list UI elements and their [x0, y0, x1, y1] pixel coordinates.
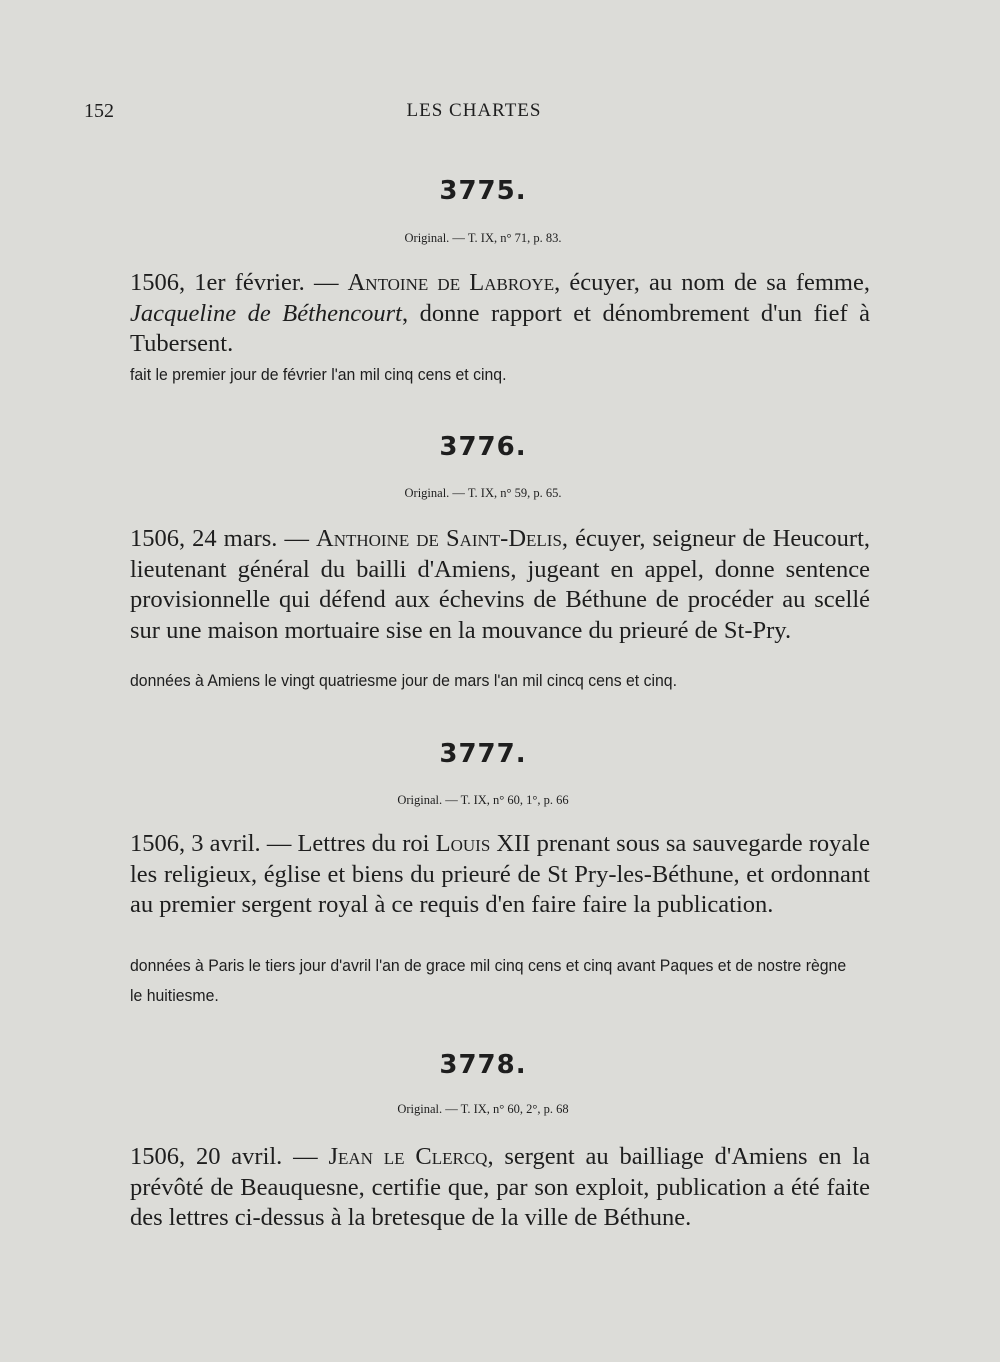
- entry-date: 1506, 20 avril. —: [130, 1143, 329, 1170]
- entry-source: Original. — T. IX, n° 60, 2°, p. 68: [397, 1102, 569, 1116]
- entry-date: 1506, 3 avril. — Lettres du roi: [130, 830, 436, 857]
- person-name: Louis XII: [435, 830, 531, 857]
- page-header: [84, 100, 864, 130]
- page-number: 152: [84, 100, 114, 122]
- entry-date: 1506, 1er février. —: [130, 269, 348, 296]
- entry-date: 1506, 24 mars. —: [130, 525, 316, 552]
- entry-number: 3777.: [439, 739, 527, 769]
- person-name: Antoine de Labroye: [347, 269, 555, 296]
- entry-number: 3778.: [439, 1050, 527, 1080]
- entry-source: Original. — T. IX, n° 60, 1°, p. 66: [397, 793, 569, 807]
- entry-source: Original. — T. IX, n° 71, p. 83.: [404, 231, 562, 245]
- entry-quote: données à Paris le tiers jour d'avril l'an de grace mil cinq cens et cinq avant Paques et de nostre règne le huitiesme.: [130, 956, 847, 1005]
- person-name: Anthoine de Saint-Delis: [316, 525, 562, 552]
- person-name: Jean le Clercq: [328, 1143, 488, 1170]
- summary-text: , écuyer, seigneur de Heucourt, lieutenant général du bailli d'Amiens, jugeant en appel, donne sentence provisionnelle qui défend aux échevins de Béthune de procéder au scellé sur une maison mortuaire sise en la mouvance du prieuré de St-Pry.: [130, 525, 870, 644]
- summary-text: prenant sous sa sauvegarde royale les religieux, église et biens du prieuré de St Pry-les-Béthune, et ordonnant au premier sergent royal à ce requis d'en faire faire la publication.: [130, 830, 870, 918]
- running-title: LES CHARTES: [406, 100, 542, 121]
- entry-quote: données à Amiens le vingt quatriesme jour de mars l'an mil cincq cens et cinq.: [130, 671, 677, 690]
- person-name: Jacqueline de Béthencourt: [130, 299, 402, 327]
- entry-summary: [130, 1142, 870, 1234]
- entry-quote: fait le premier jour de février l'an mil cinq cens et cinq.: [130, 365, 507, 384]
- entry-summary: [130, 829, 870, 921]
- summary-text: , écuyer, au nom de sa femme,: [554, 269, 870, 296]
- entry-source: Original. — T. IX, n° 59, p. 65.: [404, 486, 562, 500]
- entry-number: 3775.: [439, 176, 527, 206]
- summary-text: , donne rapport et dénombrement d'un fief à Tubersent.: [130, 299, 870, 357]
- entry-number: 3776.: [439, 432, 527, 462]
- entry-summary: [130, 268, 870, 360]
- summary-text: , sergent au bailliage d'Amiens en la prévôté de Beauquesne, certifie que, par son exploit, publication a été faite des lettres ci-dessus à la bretesque de la ville de Béthune.: [130, 1143, 870, 1231]
- entry-summary: [130, 524, 870, 646]
